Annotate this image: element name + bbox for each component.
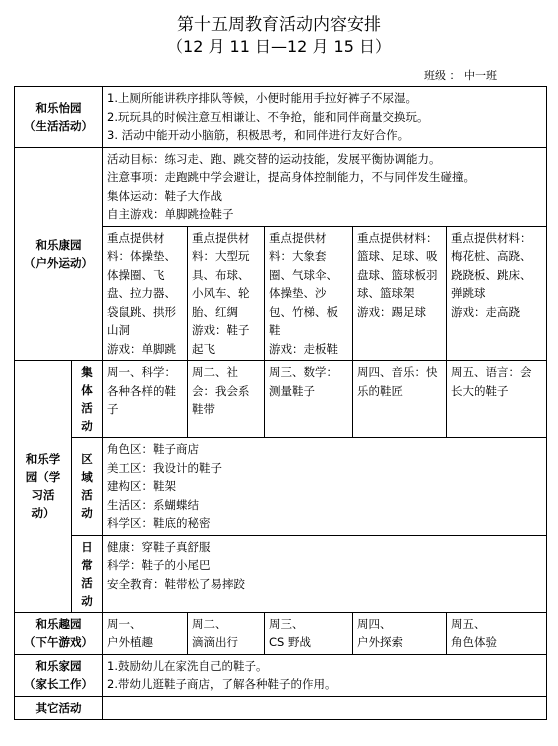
other-row — [15, 696, 547, 719]
area-item: 角色区：鞋子商店 — [107, 442, 199, 456]
other-content — [103, 696, 547, 719]
daily-content — [103, 535, 547, 612]
fun-day-cell: 周一、 户外植趣 — [103, 612, 188, 654]
daily-item: 安全教育：鞋带松了易摔跤 — [107, 576, 245, 591]
area-item: 美工区：我设计的鞋子 — [107, 460, 222, 475]
page-subtitle: （12 月 11 日—12 月 15 日） — [167, 37, 391, 56]
fun-category: 和乐趣园 （下午游戏） — [15, 612, 103, 654]
learning-daily-row — [15, 535, 547, 612]
collective-day-cell: 周二、社会：我会系鞋带 — [188, 361, 265, 438]
schedule-table — [14, 86, 547, 720]
fun-day-cell: 周二、 滴滴出行 — [188, 612, 265, 654]
area-label: 区 域 活 动 — [72, 438, 103, 536]
outdoor-material-cell: 重点提供材料：梅花桩、高跷、跷跷板、跳床、弹跳球 游戏：走高跷 — [447, 226, 547, 361]
outdoor-group: 集体运动：鞋子大作战 — [107, 188, 222, 203]
area-item: 建构区：鞋架 — [107, 479, 176, 493]
outdoor-category: 和乐康园 （户外运动） — [15, 147, 103, 361]
area-item: 生活区：系蝴蝶结 — [107, 497, 199, 512]
learning-collective-row — [15, 361, 547, 438]
family-item: 2.带幼儿逛鞋子商店，了解各种鞋子的作用。 — [107, 677, 337, 691]
fun-day-cell: 周四、 户外探索 — [353, 612, 447, 654]
outdoor-material-cell: 重点提供材料：篮球、足球、吸盘球、篮球板羽球、篮球架 游戏：踢足球 — [353, 226, 447, 361]
life-item: 1.上厕所能讲秩序排队等候，小便时能用手拉好裤子不尿湿。 — [107, 91, 417, 105]
life-row — [15, 87, 547, 148]
daily-item: 科学：鞋子的小尾巴 — [107, 558, 211, 572]
life-item: 2.玩玩具的时候注意互相谦让、不争抢，能和同伴商量交换玩。 — [107, 109, 429, 124]
family-content — [103, 654, 547, 696]
learning-category: 和乐学 园（学 习活 动） — [15, 361, 72, 613]
life-category: 和乐怡园 （生活活动） — [15, 87, 103, 148]
outdoor-material-cell: 重点提供材料：体操垫、体操圈、飞盘、拉力器、袋鼠跳、拱形山洞 游戏：单脚跳 — [103, 226, 188, 361]
outdoor-overview — [103, 147, 547, 226]
fun-day-cell: 周五、 角色体验 — [447, 612, 547, 654]
collective-day-cell: 周一、科学：各种各样的鞋子 — [103, 361, 188, 438]
other-category: 其它活动 — [15, 696, 103, 719]
life-content — [103, 87, 547, 148]
outdoor-material-cell: 重点提供材料：大型玩具、布球、小风车、轮胎、红绸 游戏：鞋子起飞 — [188, 226, 265, 361]
collective-day-cell: 周三、数学：测量鞋子 — [265, 361, 353, 438]
family-row — [15, 654, 547, 696]
area-content — [103, 438, 547, 536]
daily-item: 健康：穿鞋子真舒服 — [107, 539, 211, 554]
collective-label: 集 体 活 动 — [72, 361, 103, 438]
fun-row — [15, 612, 547, 654]
area-item: 科学区：鞋底的秘密 — [107, 516, 211, 530]
outdoor-goal: 活动目标：练习走、跑、跳交替的运动技能，发展平衡协调能力。 — [107, 151, 441, 166]
fun-day-cell: 周三、 CS 野战 — [265, 612, 353, 654]
family-category: 和乐家园 （家长工作） — [15, 654, 103, 696]
outdoor-notice: 注意事项：走跑跳中学会避让，提高身体控制能力，不与同伴发生碰撞。 — [107, 170, 475, 184]
learning-area-row — [15, 438, 547, 536]
class-label: 班级 ： 中一班 — [424, 69, 497, 82]
collective-day-cell: 周五、语言：会长大的鞋子 — [447, 361, 547, 438]
life-item: 3. 活动中能开动小脑筋，积极思考，和同伴进行友好合作。 — [107, 128, 410, 142]
collective-day-cell: 周四、音乐：快乐的鞋匠 — [353, 361, 447, 438]
outdoor-material-cell: 重点提供材料：大象套圈、气球伞、体操垫、沙包、竹梯、板鞋 游戏：走板鞋 — [265, 226, 353, 361]
daily-label: 日 常 活 动 — [72, 535, 103, 612]
outdoor-top-row — [15, 147, 547, 226]
page-title: 第十五周教育活动内容安排 — [177, 15, 381, 35]
family-item: 1.鼓励幼儿在家洗自己的鞋子。 — [107, 658, 268, 673]
outdoor-free: 自主游戏：单脚跳捡鞋子 — [107, 207, 234, 221]
